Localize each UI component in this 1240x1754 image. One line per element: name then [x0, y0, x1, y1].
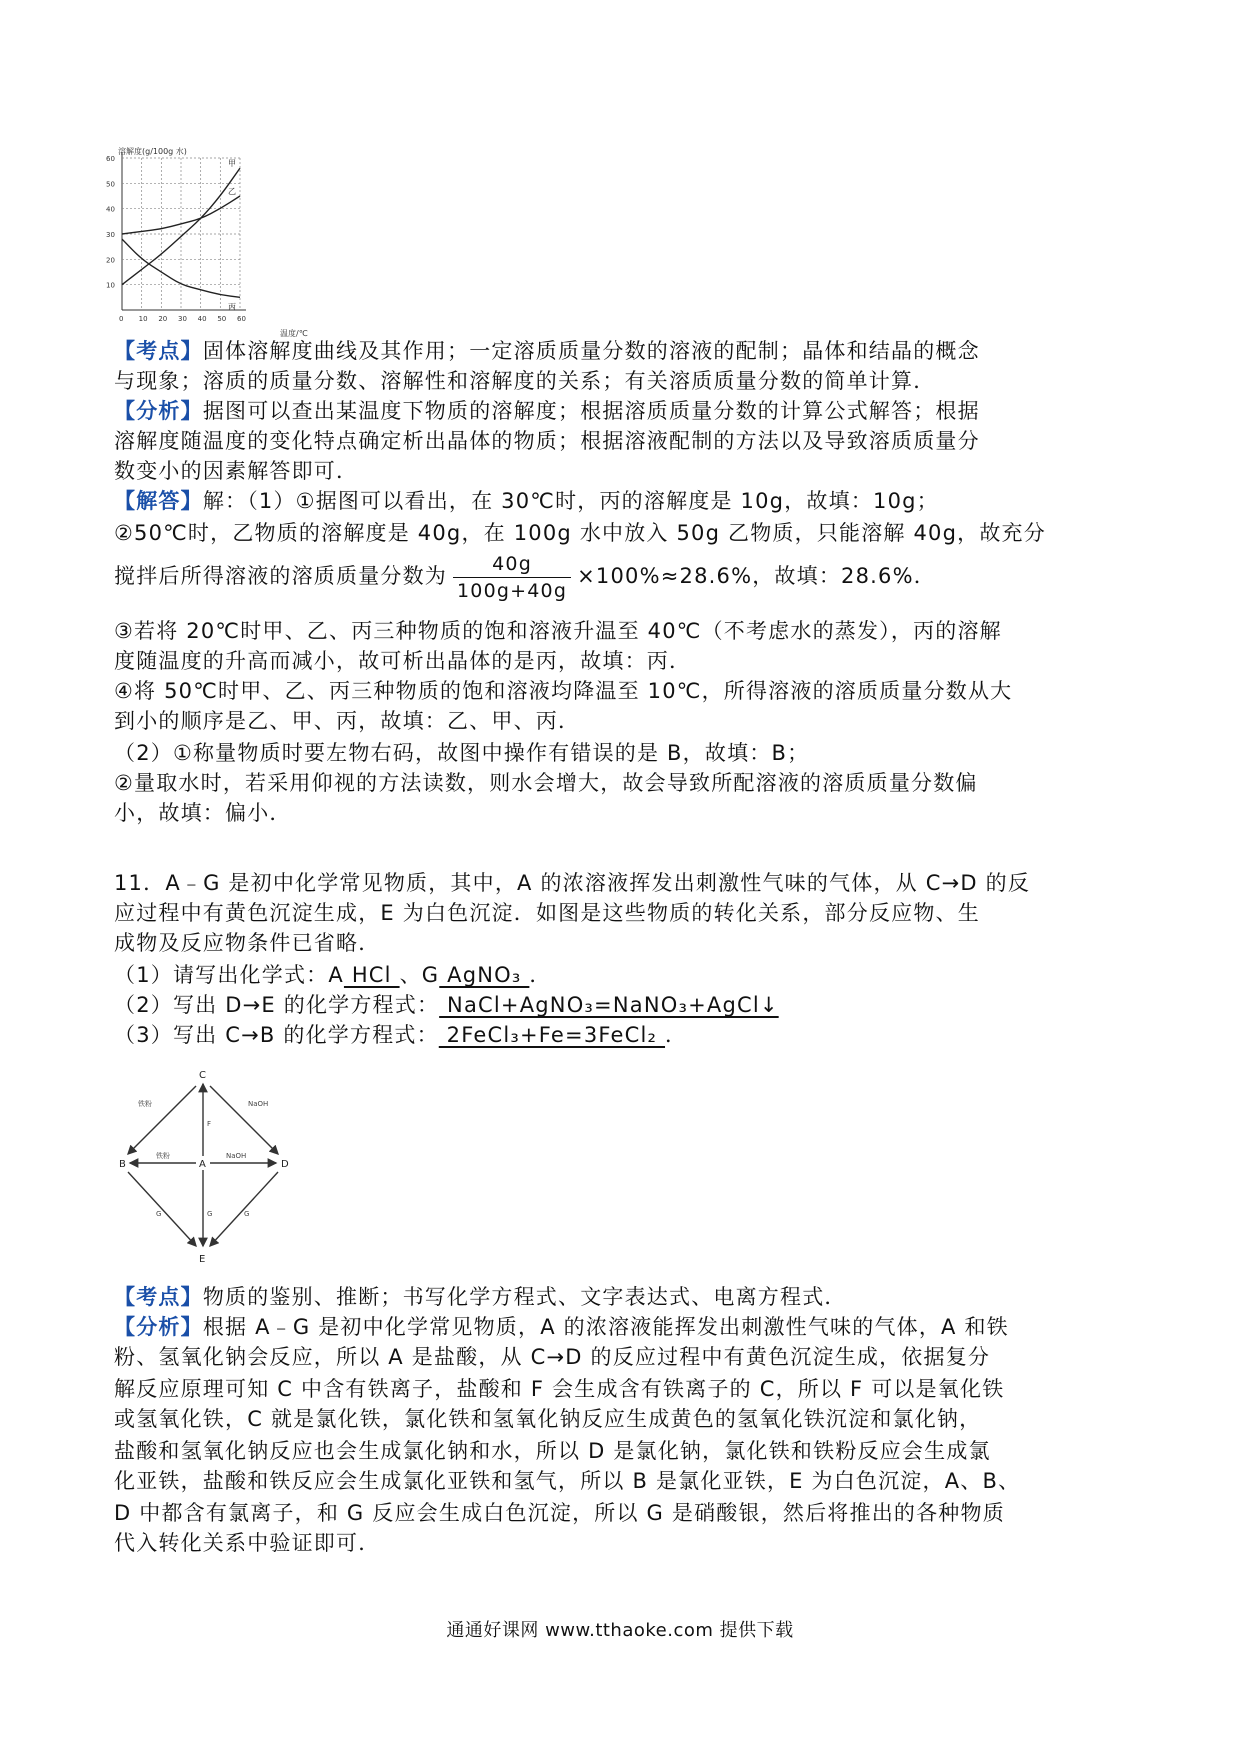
question-11-line-1: 11．A﹣G 是初中化学常见物质，其中，A 的浓溶液挥发出刺激性气味的气体，从 C→D 的反	[114, 871, 1031, 895]
topic-label: 【考点】	[114, 339, 203, 363]
analysis-11-label: 【分析】	[114, 1315, 203, 1339]
answer-line-2: ②50℃时，乙物质的溶解度是 40g，在 100g 水中放入 50g 乙物质，只能溶解 40g，故充分	[114, 521, 1046, 545]
topic-11-line	[114, 1282, 1124, 1312]
analysis-11-line-6: 化亚铁，盐酸和铁反应会生成氯化亚铁和氢气，所以 B 是氯化亚铁，E 为白色沉淀，A、B、	[114, 1469, 1021, 1493]
answer-line	[114, 486, 1124, 516]
topic-line-2: 与现象；溶质的质量分数、溶解性和溶解度的关系；有关溶质质量分数的简单计算．	[114, 369, 936, 393]
analysis-11-line-2: 粉、氢氧化钠会反应，所以 A 是盐酸，从 C→D 的反应过程中有黄色沉淀生成，依据复分	[114, 1345, 991, 1369]
question-11-line-3: 成物及反应物条件已省略．	[114, 931, 381, 955]
answer-text-pre: 搅拌后所得溶液的溶质质量分数为	[114, 564, 447, 588]
node-e: E	[199, 1254, 206, 1265]
analysis-11-line-4: 或氢氧化铁，C 就是氯化铁，氯化铁和氢氧化钠反应生成黄色的氢氧化铁沉淀和氯化钠，	[114, 1407, 982, 1431]
edge-label-bg: G	[156, 1210, 162, 1218]
node-d: D	[281, 1159, 289, 1170]
edge-label-cb: 铁粉	[138, 1100, 152, 1108]
conversion-diagram	[120, 1066, 290, 1266]
answer-line-4: ③若将 20℃时甲、乙、丙三种物质的饱和溶液升温至 40℃（不考虑水的蒸发），丙的溶解	[114, 619, 1002, 643]
node-a: A	[199, 1159, 206, 1170]
analysis-text: 据图可以查出某温度下物质的溶解度；根据溶质质量分数的计算公式解答；根据	[202, 399, 980, 423]
edge-label-ag: G	[207, 1210, 213, 1218]
answer-line-3	[114, 548, 1124, 604]
question-11-sub-3	[114, 1020, 1124, 1050]
answer-line-6: ④将 50℃时甲、乙、丙三种物质的饱和溶液均降温至 10℃，所得溶液的溶质质量分数从大	[114, 679, 1013, 703]
answer-line-8: （2）①称量物质时要左物右码，故图中操作有错误的是 B，故填：B；	[114, 741, 810, 765]
topic-11-label: 【考点】	[114, 1285, 203, 1309]
topic-line	[114, 336, 1124, 366]
analysis-line-3: 数变小的因素解答即可．	[114, 459, 359, 483]
answer-d-to-e: NaCl+AgNO₃=NaNO₃+AgCl↓	[439, 993, 779, 1017]
analysis-11-line	[114, 1312, 1124, 1342]
sub-2-prompt: （2）写出 D→E 的化学方程式：	[114, 993, 440, 1017]
answer-text-post: ×100%≈28.6%，故填：28.6%．	[577, 564, 936, 588]
question-11-sub-1	[114, 960, 1124, 990]
analysis-11-text: 根据 A﹣G 是初中化学常见物质，A 的浓溶液能挥发出刺激性气味的气体，A 和铁	[202, 1315, 1009, 1339]
answer-line-10: 小，故填：偏小．	[114, 801, 292, 825]
chart-y-tick: 60	[106, 155, 115, 163]
analysis-line	[114, 396, 1124, 426]
edge-label-dg: G	[244, 1210, 250, 1218]
arrow-d-e	[210, 1172, 278, 1246]
edge-label-af: F	[207, 1120, 212, 1128]
chart-x-tick: 50	[217, 315, 227, 323]
node-c: C	[199, 1070, 206, 1081]
analysis-11-line-3: 解反应原理可知 C 中含有铁离子，盐酸和 F 会生成含有铁离子的 C，所以 F 可以是氧化铁	[114, 1377, 1005, 1401]
answer-line-9: ②量取水时，若采用仰视的方法读数，则水会增大，故会导致所配溶液的溶质质量分数偏	[114, 771, 978, 795]
chart-y-tick: 30	[106, 231, 115, 239]
topic-text: 固体溶解度曲线及其作用；一定溶质质量分数的溶液的配制；晶体和结晶的概念	[202, 339, 980, 363]
arrow-b-e	[128, 1172, 196, 1246]
analysis-label: 【分析】	[114, 399, 203, 423]
arrow-c-b	[128, 1086, 196, 1154]
chart-xlabel: 温度/℃	[280, 329, 308, 338]
edge-label-ab: 铁粉	[156, 1152, 170, 1160]
sub-3-prompt: （3）写出 C→B 的化学方程式：	[114, 1023, 439, 1047]
sub-1-prompt: （1）请写出化学式：A	[114, 963, 344, 987]
answer-a-formula: HCl	[343, 963, 400, 987]
chart-x-tick: 40	[197, 315, 207, 323]
chart-y-tick: 50	[106, 180, 115, 189]
node-b: B	[119, 1159, 126, 1170]
fraction-denominator: 100g+40g	[457, 579, 568, 602]
sub-1-mid: 、G	[399, 963, 440, 987]
answer-text: 解：（1）①据图可以看出，在 30℃时，丙的溶解度是 10g，故填：10g；	[202, 489, 939, 513]
chart-series-label: 丙	[228, 302, 236, 312]
chart-x-tick: 20	[158, 315, 168, 323]
analysis-11-line-5: 盐酸和氢氧化钠反应也会生成氯化钠和水，所以 D 是氯化钠，氯化铁和铁粉反应会生成氯	[114, 1439, 991, 1463]
analysis-line-2: 溶解度随温度的变化特点确定析出晶体的物质；根据溶液配制的方法以及导致溶质质量分	[114, 429, 980, 453]
chart-x-tick: 0	[119, 315, 124, 323]
footer-source: 通通好课网 www.tthaoke.com 提供下载	[446, 1620, 794, 1641]
edge-label-cd: NaOH	[248, 1100, 269, 1108]
chart-y-tick: 40	[106, 205, 115, 214]
sub-3-end: ．	[665, 1023, 688, 1047]
arrow-c-d	[210, 1086, 278, 1154]
fraction	[453, 551, 571, 604]
answer-c-to-b: 2FeCl₃+Fe=3FeCl₂	[438, 1023, 666, 1047]
analysis-11-line-7: D 中都含有氯离子，和 G 反应会生成白色沉淀，所以 G 是硝酸银，然后将推出的各种物质	[114, 1501, 1005, 1525]
question-11-line-2: 应过程中有黄色沉淀生成，E 为白色沉淀．如图是这些物质的转化关系，部分反应物、生	[114, 901, 980, 925]
edge-label-ad: NaOH	[226, 1152, 247, 1160]
question-11-sub-2	[114, 990, 1124, 1020]
analysis-11-line-8: 代入转化关系中验证即可．	[114, 1531, 381, 1555]
answer-line-5: 度随温度的升高而减小，故可析出晶体的是丙，故填：丙．	[114, 649, 692, 673]
chart-series-label: 甲	[228, 159, 236, 169]
chart-y-tick: 20	[106, 256, 115, 265]
chart-x-tick: 30	[178, 315, 187, 323]
answer-line-7: 到小的顺序是乙、甲、丙，故填：乙、甲、丙．	[114, 709, 581, 733]
chart-x-tick: 60	[237, 315, 246, 323]
chart-ylabel: 溶解度(g/100g 水)	[118, 147, 187, 156]
sub-1-end: ．	[529, 963, 552, 987]
chart-x-tick: 10	[138, 315, 148, 323]
chart-series-label: 乙	[228, 187, 236, 196]
answer-g-formula: AgNO₃	[439, 963, 530, 987]
topic-11-text: 物质的鉴别、推断；书写化学方程式、文字表达式、电离方程式．	[202, 1285, 847, 1309]
chart-y-tick: 10	[106, 281, 115, 290]
answer-label: 【解答】	[114, 489, 203, 513]
solubility-chart	[104, 140, 322, 340]
fraction-numerator: 40g	[453, 551, 571, 578]
